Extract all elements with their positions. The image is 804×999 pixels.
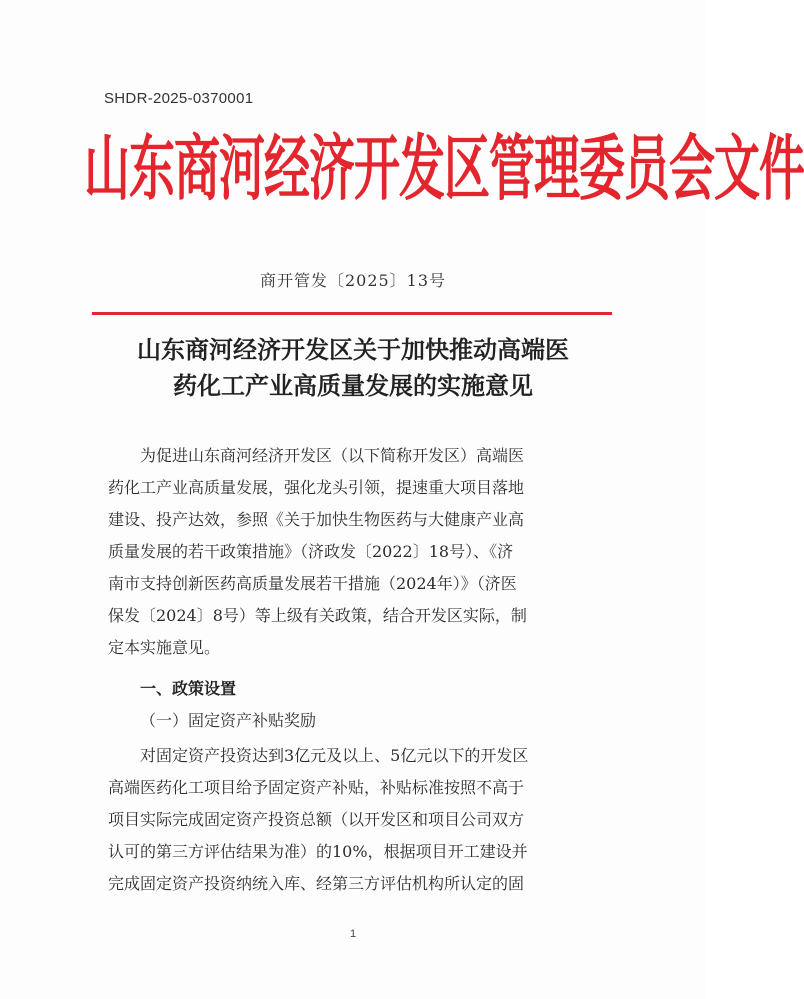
subsection-line: 完成固定资产投资纳统入库、经第三方评估机构所认定的固 [108,874,525,893]
intro-line: 建设、投产达效，参照《关于加快生物医药与大健康产业高 [108,510,525,529]
subsection-line: 项目实际完成固定资产投资总额（以开发区和项目公司双方 [108,810,525,829]
intro-line: 药化工产业高质量发展，强化龙头引领，提速重大项目落地 [108,478,525,497]
intro-paragraph [108,440,608,664]
document-title [0,332,706,404]
intro-line: 定本实施意见。 [108,638,221,657]
subsection-heading: （一）固定资产补贴奖励 [140,711,317,730]
document-number: 商开管发〔2025〕13号 [259,271,447,290]
red-divider [92,312,612,315]
page-number: 1 [349,928,357,940]
intro-line: 南市支持创新医药高质量发展若干措施（2024年）》（济医 [108,574,517,593]
subsection-line: 认可的第三方评估结果为准）的10%，根据项目开工建设并 [108,842,528,861]
intro-line: 为促进山东商河经济开发区（以下简称开发区）高端医 [140,446,525,465]
subsection-line: 高端医药化工项目给予固定资产补贴，补贴标准按照不高于 [108,778,525,797]
intro-line: 保发〔2024〕8号）等上级有关政策，结合开发区实际，制 [108,606,527,625]
intro-line: 质量发展的若干政策措施》（济政发〔2022〕18号）、《济 [108,542,514,561]
document-title-line-2: 药化工产业高质量发展的实施意见 [173,371,533,400]
subsection-line: 对固定资产投资达到3亿元及以上、5亿元以下的开发区 [140,746,529,765]
subsection-paragraph [108,740,608,900]
issuer-banner: 山东商河经济开发区管理委员会文件 [84,126,804,210]
document-title-line-1: 山东商河经济开发区关于加快推动高端医 [137,335,569,364]
document-code: SHDR-2025-0370001 [104,90,254,107]
section-heading: 一、政策设置 [140,679,237,698]
